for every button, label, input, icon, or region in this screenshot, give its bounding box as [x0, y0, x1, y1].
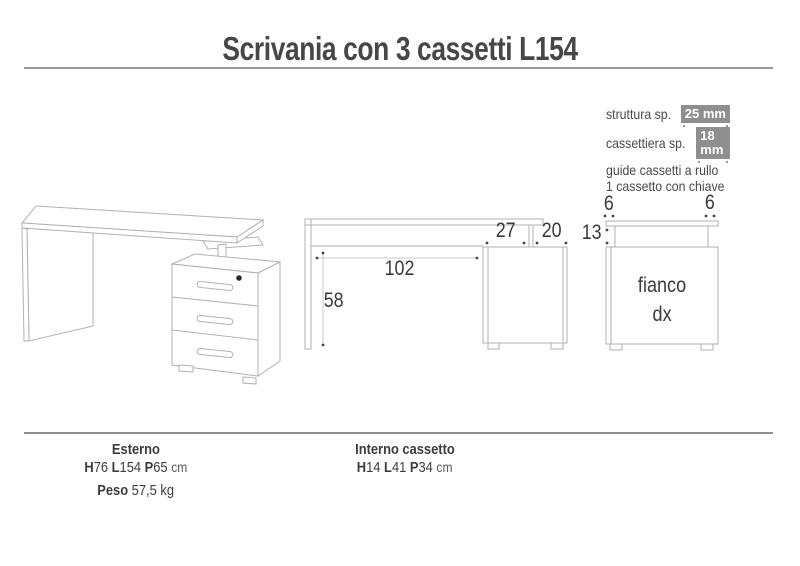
- side-dimension-arrow-dots: [604, 215, 716, 245]
- note-line: 1 cassetto con chiave: [606, 178, 725, 194]
- footer-interno: [323, 441, 487, 476]
- interno-dimensions: H14 L41 P34 cm: [357, 459, 453, 476]
- dim-knee-width: 102: [385, 257, 415, 280]
- esterno-title: Esterno: [111, 441, 161, 458]
- desk-perspective-drawing: [22, 206, 280, 384]
- spec-badge: 18 mm: [696, 127, 730, 159]
- esterno-dimensions: H76 L154 P65 cm: [84, 459, 188, 476]
- cabinet-foot: [610, 344, 622, 350]
- side-desktop: [606, 221, 718, 226]
- dim-overhang-left-6: 6: [604, 192, 614, 215]
- cabinet-foot: [243, 377, 256, 384]
- cabinet-right-face: [258, 262, 280, 376]
- page-title-text: Scrivania con 3 cassetti L154: [222, 30, 578, 67]
- desk-left-panel: [27, 219, 93, 341]
- dim-overhang-20: 20: [542, 219, 562, 242]
- cabinet-foot: [701, 344, 713, 350]
- front-cabinet: [483, 247, 567, 343]
- footer-esterno: [36, 441, 236, 499]
- note-line: guide cassetti a rullo: [606, 162, 719, 178]
- footer-rule: [24, 432, 773, 434]
- side-spacer: [615, 226, 708, 247]
- cabinet-foot: [551, 343, 563, 349]
- spec-label: struttura sp.: [606, 105, 672, 122]
- dim-inset-27: 27: [496, 219, 516, 242]
- side-panel-label: fianco dx: [637, 274, 687, 326]
- dim-spacer-13: 13: [581, 221, 602, 244]
- interno-title: Interno cassetto: [355, 441, 455, 458]
- spec-label: cassettiera sp.: [606, 134, 686, 151]
- dim-knee-height: 58: [323, 289, 344, 312]
- lock-icon: [236, 275, 242, 281]
- cabinet-foot: [488, 343, 499, 349]
- front-left-leg: [305, 219, 311, 349]
- dim-overhang-right-6: 6: [705, 191, 715, 214]
- weight-line: Peso 57,5 kg: [97, 482, 175, 499]
- spec-badge: 25 mm: [681, 105, 730, 123]
- cabinet-foot: [179, 365, 193, 372]
